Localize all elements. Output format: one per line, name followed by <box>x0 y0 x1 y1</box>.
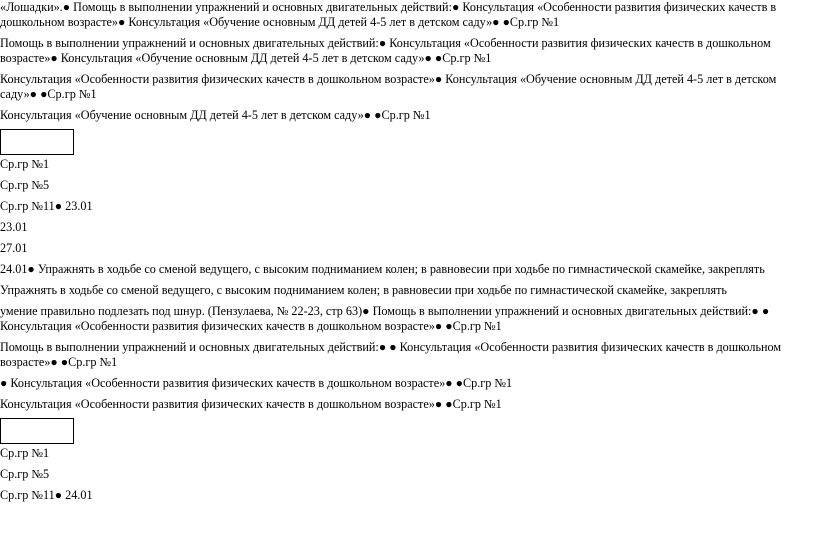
text-line-9: 27.01 <box>0 241 28 255</box>
empty-box-2 <box>0 418 74 444</box>
text-line-17: Ср.гр №5 <box>0 467 50 481</box>
text-line-5: Ср.гр №1 <box>0 157 50 171</box>
text-line-8: 23.01 <box>0 220 28 234</box>
text-line-11: Упражнять в ходьбе со сменой ведущего, с высоким подниманием колен; в равновесии при ходьбе по гимнастической скамейке, закреплять <box>0 283 727 297</box>
text-line-1: «Лошадки».● Помощь в выполнении упражнений и основных двигательных действий:● Консультация «Особенности развития физических качеств в дошкольном возрасте»● Консультация «Обучение основным ДД детей 4-5 лет в детском саду»● ●Ср.гр №1 <box>0 0 777 29</box>
text-line-10: 24.01● Упражнять в ходьбе со сменой ведущего, с высоким подниманием колен; в равновесии при ходьбе по гимнастической скамейке, закреплять <box>0 262 765 276</box>
text-line-2: Помощь в выполнении упражнений и основных двигательных действий:● Консультация «Особенности развития физических качеств в дошкольном возрасте»● Консультация «Обучение основным ДД детей 4-5 лет в детском саду»● ●Ср.гр №1 <box>0 36 771 65</box>
text-line-3: Консультация «Особенности развития физических качеств в дошкольном возрасте»● Консультация «Обучение основным ДД детей 4-5 лет в детском саду»● ●Ср.гр №1 <box>0 72 777 101</box>
empty-box-1 <box>0 129 74 155</box>
text-line-18: Ср.гр №11● 24.01 <box>0 488 93 502</box>
text-line-15: Консультация «Особенности развития физических качеств в дошкольном возрасте»● ●Ср.гр №1 <box>0 397 502 411</box>
text-line-13: Помощь в выполнении упражнений и основных двигательных действий:● ● Консультация «Особенности развития физических качеств в дошкольном возрасте»● ●Ср.гр №1 <box>0 340 782 369</box>
text-line-12: умение правильно подлезать под шнур. (Пензулаева, № 22-23, стр 63)● Помощь в выполнении упражнений и основных двигательных действий:● ● Консультация «Особенности развития физических качеств в дошкольном возрасте»● ●Ср.гр №1 <box>0 304 770 333</box>
text-line-6: Ср.гр №5 <box>0 178 50 192</box>
text-line-4: Консультация «Обучение основным ДД детей 4-5 лет в детском саду»● ●Ср.гр №1 <box>0 108 431 122</box>
text-line-14: ● Консультация «Особенности развития физических качеств в дошкольном возрасте»● ●Ср.гр №1 <box>0 376 513 390</box>
text-line-16: Ср.гр №1 <box>0 446 50 460</box>
text-line-7: Ср.гр №11● 23.01 <box>0 199 93 213</box>
